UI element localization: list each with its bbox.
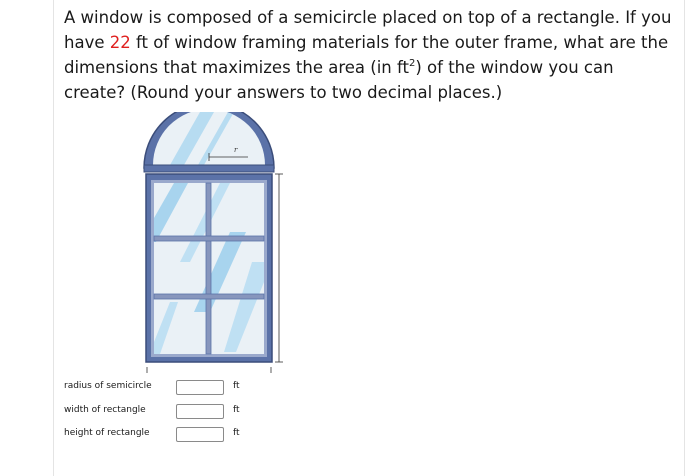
area-exponent: 2 <box>409 57 416 69</box>
width-label-text: width of rectangle <box>64 405 146 415</box>
question-part-3: ) of the window you can create? (Round your answers to two decimal places.) <box>64 58 614 102</box>
window-diagram <box>130 112 300 374</box>
radius-unit: ft <box>233 381 240 391</box>
framing-amount: 22 <box>109 33 131 52</box>
height-unit: ft <box>233 428 240 438</box>
semicircle-sill <box>144 165 274 172</box>
height-label-text: height of rectangle <box>64 428 150 438</box>
muntin-horizontal-bottom <box>154 294 264 299</box>
question-part-2: ft of window framing materials for the outer frame, what are the dimensions that maximizes the area (in ft <box>64 33 669 77</box>
muntin-vertical <box>206 183 211 354</box>
width-unit: ft <box>233 405 240 415</box>
question-text <box>64 5 676 105</box>
height-input[interactable] <box>176 427 224 442</box>
width-input[interactable] <box>176 404 224 419</box>
radius-label-text: radius of semicircle <box>64 381 152 391</box>
radius-label: r <box>234 146 238 154</box>
question-part-1: A window is composed of a semicircle placed on top of a rectangle. If you have <box>64 8 672 52</box>
radius-input[interactable] <box>176 380 224 395</box>
muntin-horizontal-top <box>154 236 264 241</box>
